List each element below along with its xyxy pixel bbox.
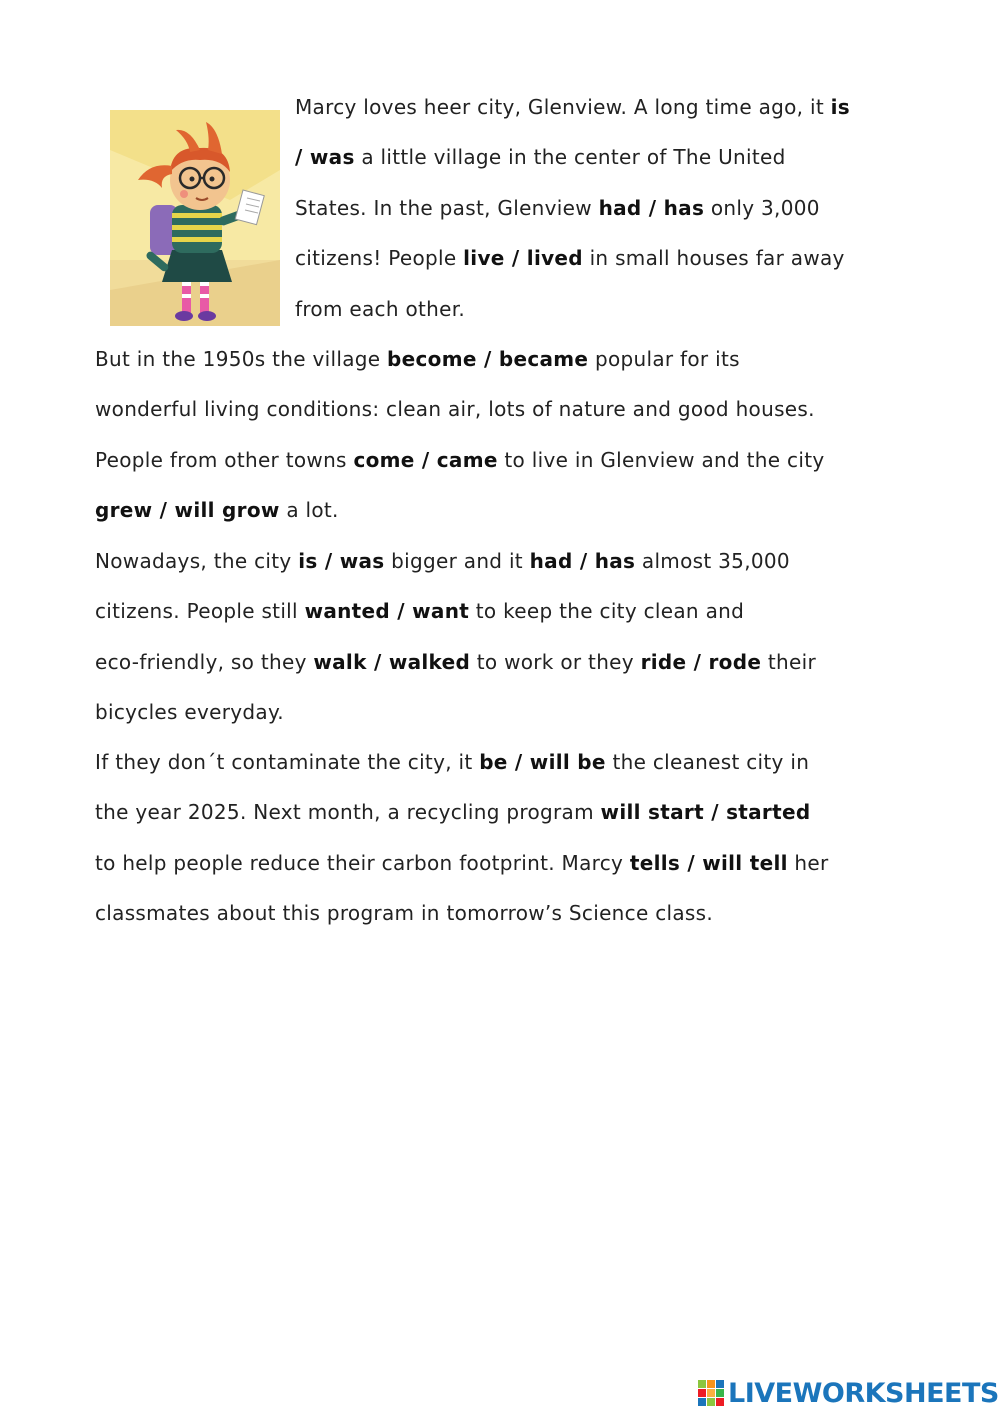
text-segment: citizens. People still (95, 599, 305, 624)
verb-choice[interactable]: will start / started (600, 800, 811, 825)
text-line (95, 435, 915, 485)
text-segment: a little village in the center of The United (354, 145, 786, 170)
text-line (95, 536, 915, 586)
text-line (295, 233, 915, 283)
verb-choice[interactable]: come / came (353, 447, 498, 472)
text-segment: States. In the past, Glenview (295, 195, 599, 220)
text-segment: wonderful living conditions: clean air, lots of nature and good houses. (95, 397, 815, 422)
text-line (95, 888, 915, 938)
text-segment: classmates about this program in tomorrow’s Science class. (95, 901, 714, 926)
text-segment: citizens! People (295, 246, 464, 271)
text-segment: from each other. (295, 296, 466, 321)
text-segment: a lot. (279, 498, 339, 523)
text-segment: People from other towns (95, 447, 354, 472)
text-line (95, 787, 915, 837)
text-segment: eco-friendly, so they (95, 649, 314, 674)
liveworksheets-logo-icon (698, 1380, 724, 1406)
text-segment: popular for its (588, 347, 740, 371)
text-line (95, 637, 915, 687)
text-segment: to keep the city clean and (469, 599, 745, 624)
text-segment: her (787, 850, 829, 875)
verb-choice[interactable]: wanted / want (304, 599, 470, 624)
verb-choice[interactable]: walk / walked (313, 649, 471, 674)
verb-choice[interactable]: live / lived (463, 246, 583, 271)
text-line (95, 687, 915, 737)
text-segment: But in the 1950s the village (95, 347, 388, 371)
text-segment: their (761, 649, 816, 674)
text-line (295, 82, 915, 132)
verb-choice[interactable]: ride / rode (640, 649, 762, 674)
text-line (95, 838, 915, 888)
verb-choice[interactable]: / was (295, 145, 355, 170)
brand-name: LIVEWORKSHEETS (728, 1377, 999, 1409)
text-segment: bigger and it (384, 549, 530, 573)
liveworksheets-logo (698, 1378, 999, 1408)
text-line (95, 334, 915, 384)
girl-illustration (110, 110, 280, 326)
text-line (295, 284, 915, 334)
verb-choice[interactable]: be / will be (479, 750, 606, 774)
verb-choice[interactable]: had / has (598, 195, 705, 220)
verb-choice[interactable]: had / has (529, 549, 636, 573)
text-segment: to help people reduce their carbon footprint. Marcy (95, 850, 630, 875)
text-segment: the year 2025. Next month, a recycling program (95, 800, 601, 825)
verb-choice[interactable]: is (830, 95, 851, 119)
text-line (295, 132, 915, 182)
text-segment: Nowadays, the city (95, 549, 299, 573)
text-segment: Marcy loves heer city, Glenview. A long time ago, it (295, 95, 831, 119)
paragraph (295, 82, 915, 334)
text-segment: to live in Glenview and the city (497, 447, 825, 472)
text-segment: bicycles everyday. (95, 700, 284, 725)
text-segment: the cleanest city in (605, 750, 810, 774)
text-segment: If they don´t contaminate the city, it (95, 750, 480, 774)
verb-choice[interactable]: grew / will grow (95, 498, 280, 523)
verb-choice[interactable]: become / became (387, 347, 589, 371)
text-line (295, 183, 915, 233)
paragraph (95, 334, 915, 536)
text-line (95, 737, 915, 787)
text-segment: almost 35,000 (635, 549, 790, 573)
text-line (95, 485, 915, 535)
paragraph (95, 737, 915, 939)
verb-choice[interactable]: is / was (298, 549, 385, 573)
text-line (95, 586, 915, 636)
text-segment: in small houses far away (582, 246, 845, 271)
paragraph (95, 536, 915, 738)
text-segment: only 3,000 (704, 195, 820, 220)
text-line (95, 384, 915, 434)
verb-choice[interactable]: tells / will tell (629, 850, 788, 875)
text-segment: to work or they (470, 649, 641, 674)
